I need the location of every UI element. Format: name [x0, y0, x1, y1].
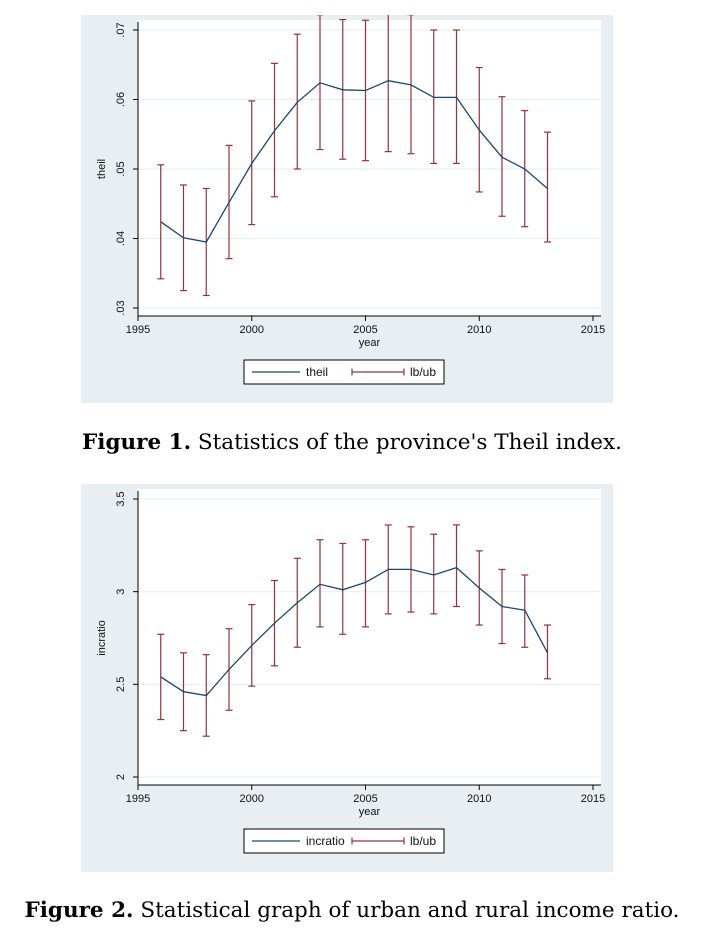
- x-tick-label: 2015: [580, 324, 606, 336]
- y-tick-label: 2.5: [115, 676, 127, 692]
- figure-2-chart: [81, 484, 613, 872]
- y-axis-title: incratio: [96, 620, 108, 656]
- incratio-chart-svg: [81, 484, 613, 872]
- legend-label: lb/ub: [410, 834, 437, 848]
- figure-2-caption: [0, 898, 704, 923]
- x-tick-label: 1995: [125, 324, 151, 336]
- y-tick-label: 2: [115, 773, 127, 781]
- y-axis-title: theil: [96, 158, 108, 180]
- y-tick-label: .06: [115, 91, 127, 108]
- x-axis-title: year: [358, 337, 381, 349]
- figure-1-caption-text: Statistics of the province's Theil index.: [191, 430, 622, 455]
- x-tick-label: 2015: [580, 793, 606, 805]
- y-tick-label: .05: [115, 161, 127, 177]
- figure-1-caption: [0, 430, 704, 455]
- plot-area: [138, 20, 601, 316]
- x-tick-label: 2005: [353, 793, 378, 805]
- plot-area: [138, 489, 601, 785]
- legend-label: incratio: [306, 834, 345, 848]
- figure-1-chart: [81, 15, 613, 403]
- y-tick-label: 3.5: [115, 491, 127, 507]
- y-tick-label: 3: [115, 588, 127, 595]
- legend-label: theil: [306, 365, 329, 379]
- theil-chart-svg: [81, 15, 613, 403]
- figure-2-caption-number: Figure 2.: [24, 898, 134, 923]
- x-axis-title: year: [358, 806, 381, 818]
- figure-2-caption-text: Statistical graph of urban and rural income ratio.: [133, 898, 680, 923]
- y-tick-label: .03: [115, 300, 127, 316]
- x-tick-label: 2000: [239, 324, 264, 336]
- figure-1-caption-number: Figure 1.: [82, 430, 192, 455]
- x-tick-label: 2000: [239, 793, 264, 805]
- y-tick-label: .07: [115, 22, 127, 38]
- x-tick-label: 1995: [125, 793, 151, 805]
- y-tick-label: .04: [115, 230, 127, 247]
- x-tick-label: 2010: [467, 793, 492, 805]
- x-tick-label: 2010: [467, 324, 492, 336]
- legend-label: lb/ub: [410, 365, 437, 379]
- x-tick-label: 2005: [353, 324, 378, 336]
